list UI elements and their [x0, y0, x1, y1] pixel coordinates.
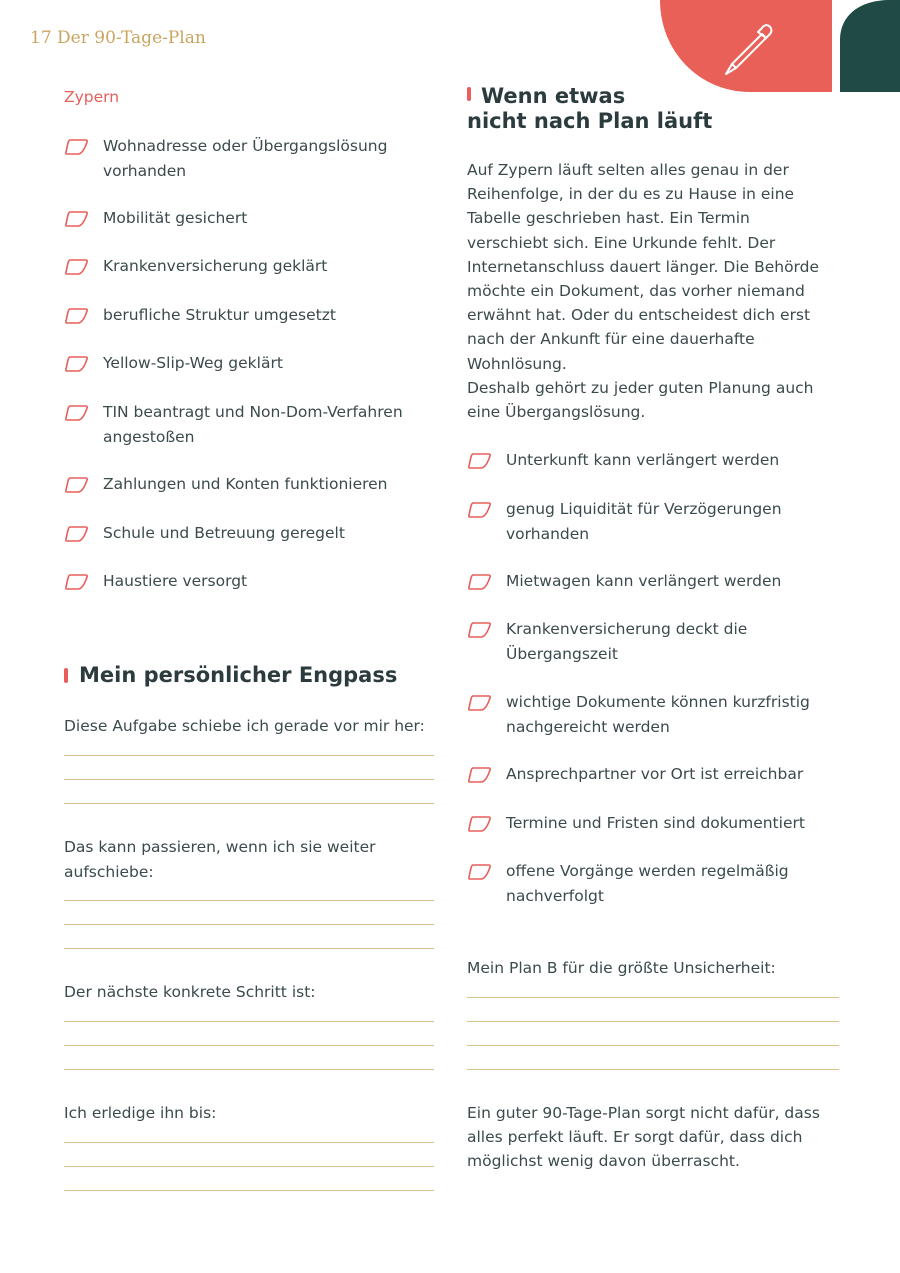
checkbox-icon[interactable]: [467, 621, 492, 639]
writing-line[interactable]: [467, 997, 839, 998]
checklist-item-label: genug Liquidität für Verzögerungen vorhanden: [506, 500, 782, 543]
checkbox-icon[interactable]: [467, 573, 492, 591]
checkbox-icon[interactable]: [64, 573, 89, 591]
writing-line[interactable]: [64, 1069, 434, 1070]
checkbox-icon[interactable]: [64, 404, 89, 422]
checklist-item-label: Mietwagen kann verlängert werden: [506, 572, 782, 590]
checklist-item[interactable]: [467, 497, 839, 546]
checkbox-icon[interactable]: [64, 307, 89, 325]
writing-line[interactable]: [64, 779, 434, 780]
checklist-item[interactable]: [467, 762, 839, 787]
checklist-item-label: Wohnadresse oder Übergangslösung vorhanden: [103, 137, 388, 180]
checkbox-icon[interactable]: [64, 258, 89, 276]
page-header: 17 Der 90-Tage-Plan: [30, 28, 206, 48]
checklist-item[interactable]: [467, 690, 839, 739]
checklist-item[interactable]: [467, 859, 839, 908]
checkbox-icon[interactable]: [64, 210, 89, 228]
prompt-text: Diese Aufgabe schiebe ich gerade vor mir her:: [64, 717, 425, 735]
checklist-item-label: Krankenversicherung geklärt: [103, 257, 328, 275]
checkbox-icon[interactable]: [467, 863, 492, 881]
writing-line[interactable]: [64, 1190, 434, 1191]
checkbox-icon[interactable]: [467, 452, 492, 470]
prompt-text: Ich erledige ihn bis:: [64, 1104, 217, 1122]
checklist-item-label: Ansprechpartner vor Ort ist erreichbar: [506, 765, 804, 783]
writing-line[interactable]: [64, 803, 434, 804]
writing-line[interactable]: [467, 1069, 839, 1070]
checkbox-icon[interactable]: [467, 694, 492, 712]
engpass-heading-text: Mein persönlicher Engpass: [79, 663, 398, 687]
checklist-item-label: TIN beantragt und Non-Dom-Verfahren angestoßen: [103, 403, 403, 446]
checklist-item-label: berufliche Struktur umgesetzt: [103, 306, 336, 324]
checklist-item[interactable]: [64, 472, 434, 497]
checklist-item-label: Mobilität gesichert: [103, 209, 248, 227]
plan-heading: [467, 84, 712, 134]
checklist-item[interactable]: [467, 448, 839, 473]
checklist-item[interactable]: [64, 400, 434, 449]
checklist-item[interactable]: [64, 254, 434, 279]
checkbox-icon[interactable]: [64, 138, 89, 156]
writing-line[interactable]: [64, 948, 434, 949]
checkbox-icon[interactable]: [467, 815, 492, 833]
writing-line[interactable]: [64, 1045, 434, 1046]
green-leaf-shape: [840, 0, 900, 92]
checklist-item[interactable]: [64, 569, 434, 594]
plan-heading-line1: Wenn etwas: [481, 84, 626, 108]
checklist-item-label: Haustiere versorgt: [103, 572, 248, 590]
checklist-item[interactable]: [467, 617, 839, 666]
checklist-item[interactable]: [64, 351, 434, 376]
section-label-zypern: Zypern: [64, 88, 120, 106]
writing-line[interactable]: [64, 900, 434, 901]
plan-heading-line2: nicht nach Plan läuft: [467, 109, 713, 133]
checkbox-icon[interactable]: [64, 355, 89, 373]
writing-line[interactable]: [467, 1045, 839, 1046]
red-leaf-shape: [660, 0, 832, 92]
planb-prompt: Mein Plan B für die größte Unsicherheit:: [467, 959, 776, 977]
checklist-item[interactable]: [64, 303, 434, 328]
checklist-item-label: Zahlungen und Konten funktionieren: [103, 475, 388, 493]
checklist-item[interactable]: [467, 811, 839, 836]
checklist-item[interactable]: [64, 521, 434, 546]
checklist-item-label: Yellow-Slip-Weg geklärt: [103, 354, 283, 372]
checkbox-icon[interactable]: [64, 525, 89, 543]
checklist-item[interactable]: [64, 206, 434, 231]
intro-paragraph: Auf Zypern läuft selten alles genau in der Reihenfolge, in der du es zu Hause in eine Tabelle geschrieben hast. Ein Termin verschiebt sich. Eine Urkunde fehlt. Der Internetanschluss dauert länger. Die Behörde möchte ein Dokument, das vorher niemand erwähnt hat. Oder du entscheidest dich erst nach der Ankunft für eine dauerhafte Wohnlösung.: [467, 161, 820, 373]
writing-line[interactable]: [64, 1142, 434, 1143]
checkbox-icon[interactable]: [467, 501, 492, 519]
transition-paragraph: Deshalb gehört zu jeder guten Planung auch eine Übergangslösung.: [467, 379, 814, 422]
checklist-item-label: Schule und Betreuung geregelt: [103, 524, 345, 542]
checklist-item-label: offene Vorgänge werden regelmäßig nachverfolgt: [506, 862, 789, 905]
prompt-text: Das kann passieren, wenn ich sie weiter aufschiebe:: [64, 838, 376, 881]
writing-line[interactable]: [467, 1021, 839, 1022]
checklist-item-label: wichtige Dokumente können kurzfristig nachgereicht werden: [506, 693, 810, 736]
checklist-item-label: Termine und Fristen sind dokumentiert: [506, 814, 805, 832]
prompt-text: Der nächste konkrete Schritt ist:: [64, 983, 316, 1001]
writing-line[interactable]: [64, 1021, 434, 1022]
checklist-item-label: Unterkunft kann verlängert werden: [506, 451, 780, 469]
heading-accent-bar: [64, 668, 68, 683]
heading-accent-bar: [467, 87, 471, 101]
checklist-item[interactable]: [467, 569, 839, 594]
checkbox-icon[interactable]: [64, 476, 89, 494]
writing-line[interactable]: [64, 924, 434, 925]
closing-paragraph: Ein guter 90-Tage-Plan sorgt nicht dafür, dass alles perfekt läuft. Er sorgt dafür, dass dich möglichst wenig davon überrascht.: [467, 1104, 820, 1171]
checklist-item-label: Krankenversicherung deckt die Übergangszeit: [506, 620, 748, 663]
engpass-heading: [64, 663, 397, 688]
writing-line[interactable]: [64, 1166, 434, 1167]
checkbox-icon[interactable]: [467, 766, 492, 784]
writing-line[interactable]: [64, 755, 434, 756]
checklist-item[interactable]: [64, 134, 434, 183]
